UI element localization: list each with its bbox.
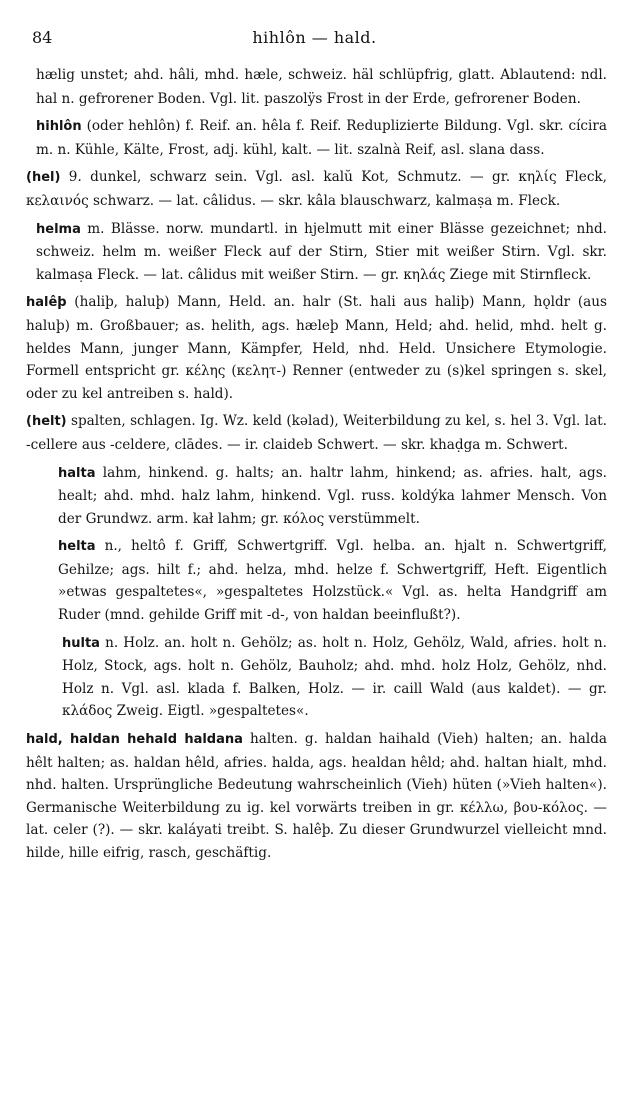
- running-title: hihlôn — hald.: [252, 28, 377, 47]
- entry-text: n., heltô f. Griff, Schwertgriff. Vgl. helba. an. hjalt n. Schwertgriff, Gehilze; ags. hilt f.; ahd. helza, mhd. helze f. Schwertgriff, Heft. Eigentlich »etwas gespaltetes«, »gespaltetes Holzstück.« Vgl. as. helta Handgriff am Ruder (mnd. gehilde Griff mit -d-, von haldan beeinflußt?).: [58, 538, 607, 624]
- dictionary-entry: [26, 410, 607, 456]
- entry-headword: hald, haldan hehald haldana: [26, 732, 243, 748]
- entry-text: hælig unstet; ahd. hâli, mhd. hæle, schweiz. häl schlüpfrig, glatt. Ablautend: ndl. hal n. gefrorener Boden. Vgl. lit. paszolÿs Frost in der Erde, gefrorener Boden.: [36, 67, 607, 107]
- dictionary-entry: [62, 632, 607, 723]
- dictionary-entry: [36, 218, 607, 287]
- entry-text: n. Holz. an. holt n. Gehölz; as. holt n. Holz, Gehölz, Wald, afries. holt n. Holz, Stock, ags. holt n. Gehölz, Bauholz; ahd. mhd. holz Holz, Gehölz, nhd. Holz n. Vgl. asl. klada f. Balken, Holz. — ir. caill Wald (aus kaldet). — gr. κλάδος Zweig. Eigtl. »gespaltetes«.: [62, 634, 607, 720]
- entry-text: m. Blässe. norw. mundartl. in hjelmutt mit einer Blässe gezeichnet; nhd. schweiz. helm m. weißer Fleck auf der Stirn, Stier mit weißer Stirn. Vgl. skr. kalmaṣa Fleck. — lat. câlidus mit weißer Stirn. — gr. κηλάς Ziege mit Stirnfleck.: [36, 220, 607, 283]
- page-header: [22, 22, 607, 52]
- entry-list: [22, 64, 607, 865]
- dictionary-entry: [58, 462, 607, 531]
- dictionary-entry: [36, 64, 607, 110]
- dictionary-entry: [26, 728, 607, 865]
- entry-text: (oder hehlôn) f. Reif. an. hêla f. Reif. Reduplizierte Bildung. Vgl. skr. cícira m. n. Kühle, Kälte, Frost, adj. kühl, kalt. — lit. szalnà Reif, asl. slana dass.: [36, 118, 607, 158]
- dictionary-page: [22, 22, 607, 870]
- entry-headword: halta: [58, 465, 96, 481]
- page-number: 84: [32, 28, 53, 47]
- entry-headword: helta: [58, 539, 96, 555]
- entry-text: lahm, hinkend. g. halts; an. haltr lahm, hinkend; as. afries. halt, ags. healt; ahd. mhd. halz lahm, hinkend. Vgl. russ. koldýka lahmer Mensch. Von der Grundwz. arm. kał lahm; gr. κόλος verstümmelt.: [58, 464, 607, 527]
- entry-text: 9. dunkel, schwarz sein. Vgl. asl. kalŭ Kot, Schmutz. — gr. κηλίς Fleck, κελαινός schwarz. — lat. câlidus. — skr. kâla blauschwarz, kalmaṣa m. Fleck.: [26, 169, 607, 209]
- entry-headword: hihlôn: [36, 119, 82, 135]
- entry-headword: (hel): [26, 170, 61, 186]
- entry-headword: halêþ: [26, 295, 67, 311]
- entry-headword: (helt): [26, 414, 67, 430]
- entry-text: halten. g. haldan haihald (Vieh) halten; an. halda hêlt halten; as. haldan hêld, afries. halda, ags. healdan hêld; ahd. haltan hialt, mhd. nhd. halten. Ursprüngliche Bedeutung wahrscheinlich (Vieh) hüten (»Vieh halten«). Germanische Weiterbildung zu ig. kel vorwärts treiben in gr. κέλλω, βου-κόλος. — lat. celer (?). — skr. kaláyati treibt. S. halêþ. Zu dieser Grundwurzel vielleicht mnd. hilde, hille eifrig, rasch, geschäftig.: [26, 731, 608, 861]
- entry-text: spalten, schlagen. Ig. Wz. keld (kəlad), Weiterbildung zu kel, s. hel 3. Vgl. lat. -cellere aus -celdere, clādes. — ir. claideb Schwert. — skr. khaḍga m. Schwert.: [26, 413, 607, 453]
- dictionary-entry: [26, 291, 607, 405]
- entry-text: (haliþ, haluþ) Mann, Held. an. halr (St. hali aus haliþ) Mann, hǫldr (aus haluþ) m. Großbauer; as. helith, ags. hæleþ Mann, Held; ahd. helid, mhd. helt g. heldes Mann, junger Mann, Kämpfer, Held, nhd. Held. Unsichere Etymologie. Formell entspricht gr. κέλης (κελητ-) Renner (entweder zu (s)kel springen s. skel, oder zu kel antreiben s. hald).: [26, 294, 607, 402]
- dictionary-entry: [58, 535, 607, 626]
- entry-headword: helma: [36, 221, 81, 237]
- dictionary-entry: [26, 166, 607, 212]
- dictionary-entry: [36, 115, 607, 161]
- entry-headword: hulta: [62, 635, 100, 651]
